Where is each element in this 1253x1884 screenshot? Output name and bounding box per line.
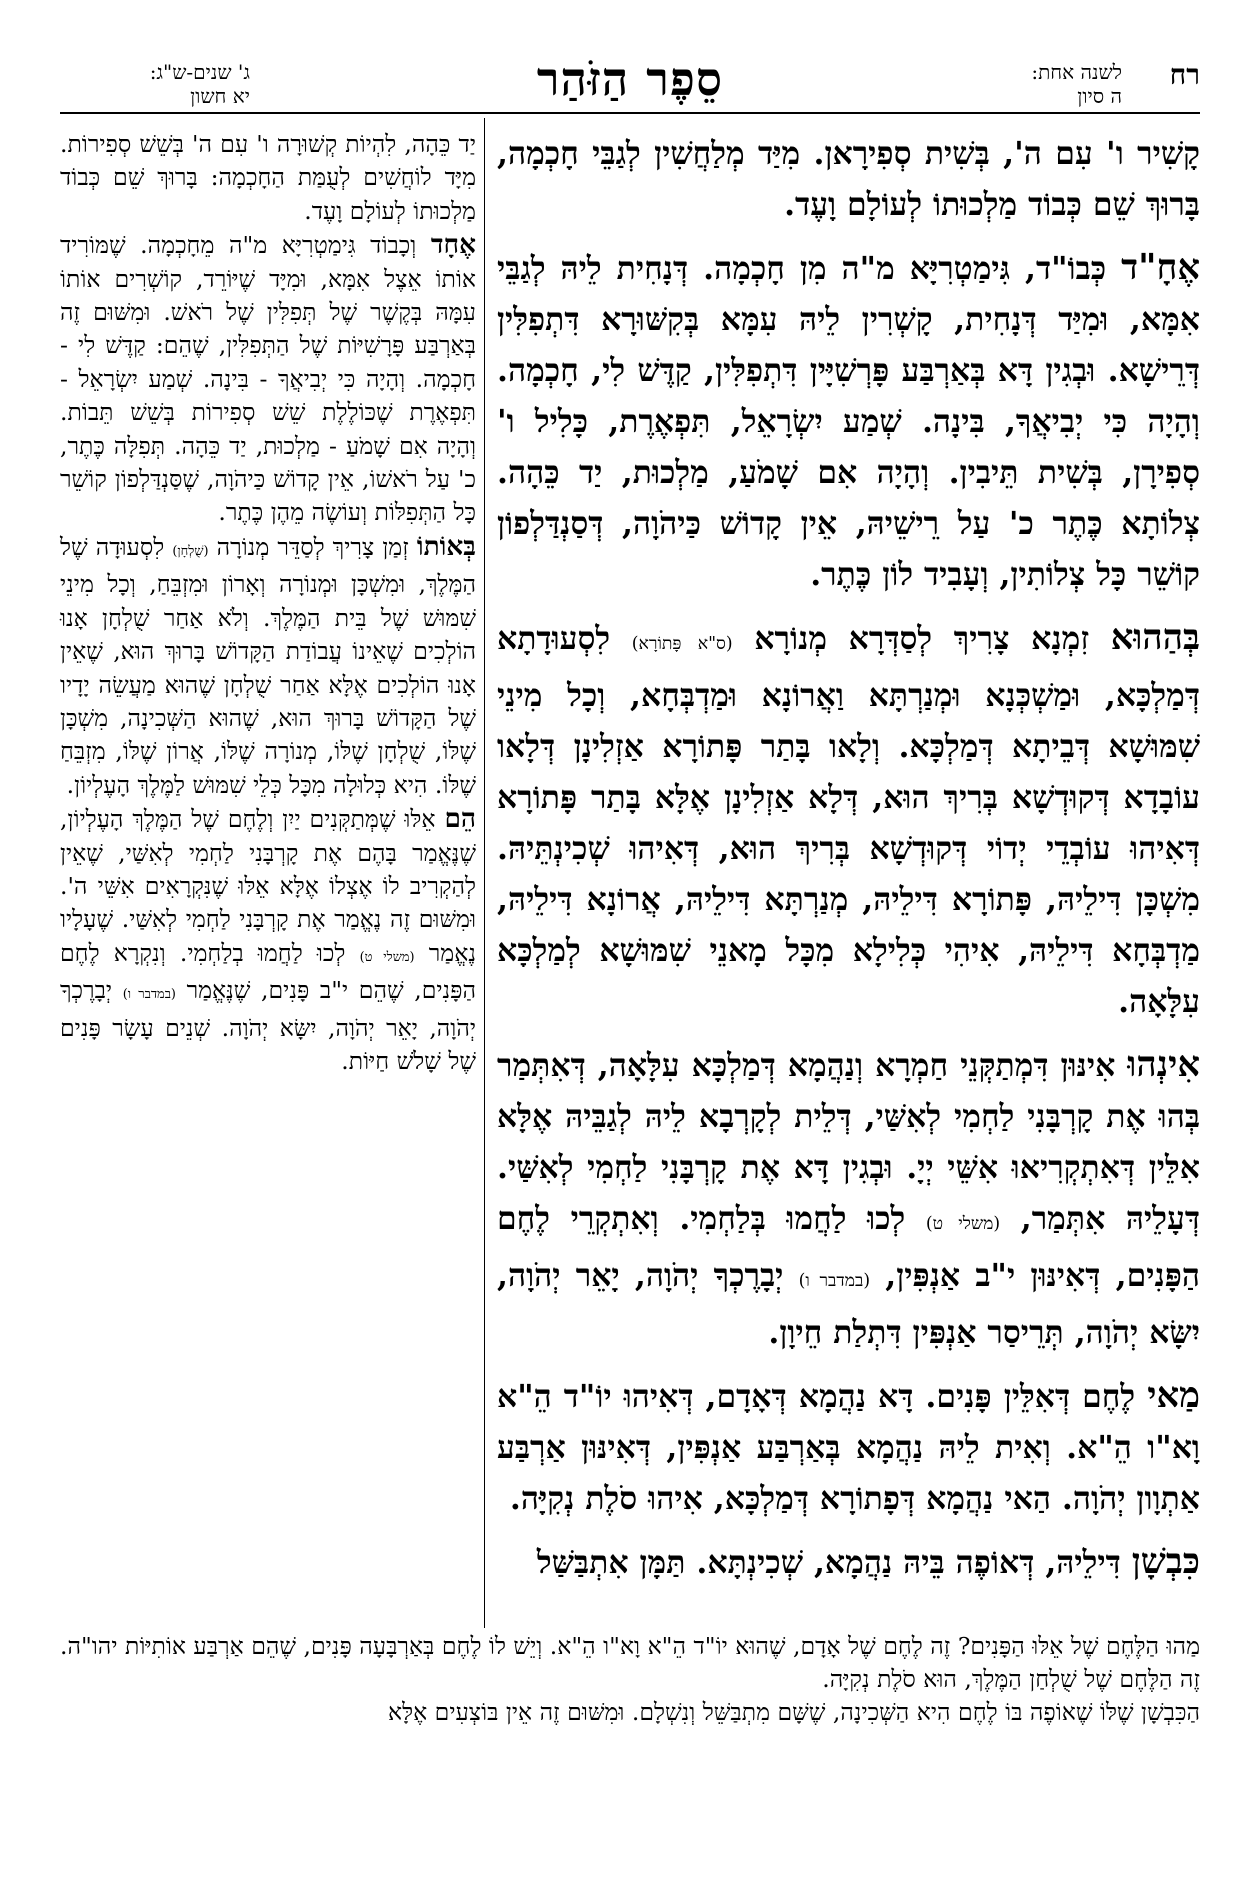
main-aramaic-column: [497, 128, 1200, 1628]
paragraph-text: קָשִׁיר ו' עִם ה', בְּשִׁית סְפִירָאן. מִיַּד מְלַחֲשִׁין לְגַבֵּי חָכְמָה, בָּרוּךְ שֵׁם כְּבוֹד מַלְכוּתוֹ לְעוֹלָם וָעֶד.: [497, 135, 1200, 223]
bottom-translation-block: [60, 1630, 1200, 1729]
source-reference: (במדבר ו): [122, 987, 176, 1003]
source-reference: (משלי ט): [925, 1214, 1001, 1234]
paragraph-text: כְּבוֹ"ד, גִּימַטְרִיָּא מ"ה מִן חָכְמָה. דְּנָחִית לֵיהּ לְגַבֵּי אִמָּא, וּמִיַּד דְּנָחִית, קָשְׁרִין לֵיהּ עִמָּא בְּקִשּׁוּרָא דִּתְפִלִּין דְּרֵישָׁא. וּבְגִין דָּא בְּאַרְבַּע פָּרְשִׁיָּין דִּתְפִלִּין, קַדֶּשׁ לִי, חָכְמָה. וְהָיָה כִּי יְבִיאֲךָ, בִּינָה. שְׁמַע יִשְׂרָאֵל, תִּפְאֶרֶת, כָּלִיל ו' סְפִירָן, בְּשִׁית תֵּיבִין. וְהָיָה אִם שָׁמֹעַ, מַלְכוּת, יַד כֵּהָה. צְלוֹתָא כֶּתֶר כ' עַל רֵישֵׁיהּ, אֵין קָדוֹשׁ כַּיהֹוָה, דְּסַנְדַּלְפוֹן קוֹשֵׁר כָּל צְלוֹתִין, וְעָבִיד לוֹן כֶּתֶר.: [497, 250, 1200, 593]
paragraph: [497, 1370, 1200, 1524]
column-divider: [484, 118, 485, 1628]
paragraph-text: לִסְעוּדָה שֶׁל הַמֶּלֶךְ, וּמִשְׁכָּן וּמְנוֹרָה וְאָרוֹן וּמִזְבֵּחַ, וְכָל מִינֵי שִׁמּוּשׁ שֶׁל בֵּית הַמֶּלֶךְ. וְלֹא אַחַר שֻׁלְחָן אָנוּ הוֹלְכִים שֶׁאֵינוֹ עֲבוֹדַת הַקָּדוֹשׁ בָּרוּךְ הוּא, שֶׁאֵין אָנוּ הוֹלְכִים אֶלָּא אַחַר שֻׁלְחָן שֶׁהוּא מַעֲשֵׂה יָדָיו שֶׁל הַקָּדוֹשׁ בָּרוּךְ הוּא, שֶׁהוּא הַשְּׁכִינָה, מִשְׁכָּן שֶׁלּוֹ, שֻׁלְחָן שֶׁלּוֹ, מְנוֹרָה שֶׁלּוֹ, אֲרוֹן שֶׁלּוֹ, מִזְבֵּחַ שֶׁלּוֹ. הִיא כְּלוּלָה מִכָּל כְּלֵי שִׁמּוּשׁ לַמֶּלֶךְ הָעֶלְיוֹן.: [60, 532, 476, 799]
opening-word: מַאי: [1147, 1375, 1200, 1416]
paragraph-text: אֵלּוּ שֶׁמְּתַקְּנִים יַיִן וְלֶחֶם שֶׁל הַמֶּלֶךְ הָעֶלְיוֹן, שֶׁנֶּאֱמַר בָּהֶם אֶת קָרְבָּנִי לַחְמִי לְאִשַּׁי, שֶׁאֵין לְהַקְרִיב לוֹ אֶצְלוֹ אֶלָּא אֵלּוּ שֶׁנִּקְרָאִים אִשֵּׁי ה'. וּמִשּׁוּם זֶה נֶאֱמַר אֶת קָרְבָּנִי לַחְמִי לְאִשַּׁי. שֶׁעָלָיו נֶאֱמַר: [60, 805, 476, 967]
opening-word: אִינְהוּ: [1127, 1044, 1200, 1085]
schedule-label: לשנה אחת:: [1031, 60, 1122, 84]
paragraph-text: הַכִּבְשָׁן שֶׁלּוֹ שֶׁאוֹפֶה בּוֹ לֶחֶם הִיא הַשְּׁכִינָה, שֶׁשָּׁם מִתְבַּשֵּׁל וְנִשְׁלָם. וּמִשּׁוּם זֶה אֵין בּוֹצְעִים אֶלָּא: [387, 1698, 1200, 1726]
paragraph: [497, 242, 1200, 600]
paragraph-text: זִמְנָא צָרִיךְ לְסַדְּרָא מְנוֹרָא: [732, 620, 1111, 657]
paragraph-text: לְכוּ לַחֲמוּ בְּלַחְמִי. וְאִתְקְרֵי לֶחֶם הַפָּנִים, דְּאִינּוּן י"ב אַנְפִּין,: [497, 1200, 1200, 1294]
book-title: סֵפֶר הַזֹּהַר: [536, 52, 724, 106]
paragraph-text: לְכוּ לַחֲמוּ בְלַחְמִי. וְנִקְרָא לֶחֶם הַפָּנִים, שֶׁהֵם י"ב פָּנִים, שֶׁנֶּאֱמַר: [60, 938, 477, 1005]
header-divider: [60, 112, 1200, 114]
paragraph: [497, 1039, 1200, 1358]
paragraph-text: מַהוּ הַלֶּחֶם שֶׁל אֵלּוּ הַפָּנִים? זֶה לֶחֶם שֶׁל אָדָם, שֶׁהוּא יוֹ"ד הֵ"א וָא"ו הֵ"א. וְיֵשׁ לוֹ לֶחֶם בְּאַרְבָּעָה פָּנִים, שֶׁהֵם אַרְבַּע אוֹתִיּוֹת יהו"ה. זֶה הַלֶּחֶם שֶׁל שֻׁלְחַן הַמֶּלֶךְ, הוּא סֹלֶת נְקִיָּה.: [60, 1632, 1200, 1693]
opening-word: בְּאוֹתוֹ: [416, 530, 476, 562]
source-reference: (משלי ט): [359, 949, 415, 965]
paragraph-text: זְמַן צָרִיךְ לְסַדֵּר מְנוֹרָה: [208, 532, 417, 561]
paragraph: [60, 1696, 1200, 1729]
schedule-date: יא חשון: [190, 84, 250, 108]
page-number: רח: [1169, 58, 1200, 91]
opening-word: אֶחָד: [430, 229, 476, 261]
paragraph: [497, 612, 1200, 1027]
paragraph: [60, 530, 476, 802]
paragraph-text: דִּילֵיהּ, דְּאוֹפֶה בֵּיהּ נַהֲמָא, שְׁכִינְתָּא. תַּמָּן אִתְבַּשַּׁל: [536, 1544, 1132, 1581]
paragraph: [60, 1630, 1200, 1696]
paragraph: [497, 1536, 1200, 1588]
variant-note: (ס"א פָּתוֹרָא): [631, 634, 733, 654]
hebrew-translation-column: [60, 128, 476, 1628]
source-reference: (במדבר ו): [798, 1271, 871, 1291]
paragraph-text: יַד כֵּהָה, לִהְיוֹת קְשׁוּרָה ו' עִם ה' בְּשֵׁשׁ סְפִירוֹת. מִיָּד לוֹחֲשִׁים לְעֻמַּת הַחָכְמָה: בָּרוּךְ שֵׁם כְּבוֹד מַלְכוּתוֹ לְעוֹלָם וָעֶד.: [60, 130, 476, 225]
paragraph-text: לִסְעוּדָתָא דְּמַלְכָּא, וּמַשְׁכְּנָא וּמְנַרְתָּא וַאֲרוֹנָא וּמַדְבְּחָא, וְכָל מִינֵי שִׁמּוּשָׁא דְּבֵיתָא דְּמַלְכָּא. וְלָאו בָּתַר פָּתוֹרָא אַזְלִינָן דְּלָאו עוֹבָדָא דְּקוּדְשָׁא בְּרִיךְ הוּא, דְּלָא אַזְלִינָן אֶלָּא בָּתַר פָּתוֹרָא דְּאִיהוּ עוֹבְדֵי יְדוֹי דְּקוּדְשָׁא בְּרִיךְ הוּא, דְּאִיהוּ שְׁכִינְתֵּיהּ. מִשְׁכָּן דִּילֵיהּ, פָּתוֹרָא דִּילֵיהּ, מְנַרְתָּא דִּילֵיהּ, אֲרוֹנָא דִּילֵיהּ, מַדְבְּחָא דִּילֵיהּ, אִיהִי כְּלִילָא מִכָּל מָאנֵי שִׁמּוּשָׁא לְמַלְכָּא עִלָּאָה.: [497, 620, 1200, 1020]
paragraph: [497, 128, 1200, 230]
variant-note: (שֻׁלְחָן): [172, 543, 209, 559]
paragraph-text: יְבָרֶכְךָ יְהֹוָה, יָאֵר יְהֹוָה, יִשָּׂא יְהֹוָה. שְׁנֵים עָשָׂר פָּנִים שֶׁל שָׁלֹשׁ חַיּוֹת.: [60, 976, 476, 1075]
opening-word: הֵם: [444, 803, 476, 835]
paragraph-text: אִינּוּן דִּמְתַקְּנֵי חַמְרָא וְנַהֲמָא דְּמַלְכָּא עִלָּאָה, דְּאִתְּמַר בְּהוּ אֶת קָרְבָּנִי לַחְמִי לְאִשַּׁי, דְּלֵית לְקָרְבָא לֵיהּ לְגַבֵּיהּ אֶלָּא אִלֵּין דְּאִתְקְרִיאוּ אִשֵּׁי יְיָ. וּבְגִין דָּא אֶת קָרְבָּנִי לַחְמִי לְאִשַּׁי. דְּעָלֵיהּ אִתְּמַר,: [497, 1047, 1200, 1237]
schedule-label: ג' שנים-ש"ג:: [149, 60, 250, 84]
paragraph: [60, 228, 476, 530]
paragraph-text: יְבָרֶכְךָ יְהֹוָה, יָאֵר יְהֹוָה, יִשָּׂא יְהֹוָה, תְּרֵיסַר אַנְפִּין דִּתְלַת חֵיוָן.: [497, 1257, 1200, 1351]
opening-word: כִּבְשָׁן: [1131, 1541, 1200, 1582]
schedule-date: ה סיון: [1077, 84, 1122, 108]
paragraph-text: לֶחֶם דְּאִלֵּין פָּנִים. דָּא נַהֲמָא דְּאָדָם, דְּאִיהוּ יוֹ"ד הֵ"א וָא"ו הֵ"א. וְאִית לֵיהּ נַהֲמָא בְּאַרְבַּע אַנְפִּין, דְּאִינּוּן אַרְבַּע אַתְוָון יְהֹוָה. הַאי נַהֲמָא דְּפָתוֹרָא דְּמַלְכָּא, אִיהוּ סֹלֶת נְקִיָּה.: [497, 1378, 1200, 1517]
paragraph-text: וְכָבוֹד גִּימַטְרִיָּא מ"ה מֵחָכְמָה. שֶׁמּוֹרִיד אוֹתוֹ אֵצֶל אִמָּא, וּמִיָּד שֶׁיּוֹרֵד, קוֹשְׁרִים אוֹתוֹ עִמָּהּ בְּקֶשֶׁר שֶׁל תְּפִלִּין שֶׁל רֹאשׁ. וּמִשּׁוּם זֶה בְּאַרְבַּע פָּרָשִׁיּוֹת שֶׁל הַתְּפִלִּין, שֶׁהֵם: קַדֶּשׁ לִי - חָכְמָה. וְהָיָה כִּי יְבִיאֲךָ - בִּינָה. שְׁמַע יִשְׂרָאֵל - תִּפְאֶרֶת שֶׁכּוֹלֶלֶת שֵׁשׁ סְפִירוֹת בְּשֵׁשׁ תֵּבוֹת. וְהָיָה אִם שָׁמֹעַ - מַלְכוּת, יַד כֵּהָה. תְּפִלָּה כֶּתֶר, כ' עַל רֹאשׁוֹ, אֵין קָדוֹשׁ כַּיהֹוָה, שֶׁסַּנְדַּלְפוֹן קוֹשֵׁר כָּל הַתְּפִלּוֹת וְעוֹשֶׂה מֵהֶן כֶּתֶר.: [60, 231, 476, 527]
reading-schedule-three-years: [60, 60, 250, 108]
paragraph: [60, 128, 476, 228]
paragraph: [60, 802, 476, 1078]
opening-word: אֶחָ"ד: [1121, 247, 1200, 288]
opening-word: בְּהַהוּא: [1110, 617, 1200, 658]
